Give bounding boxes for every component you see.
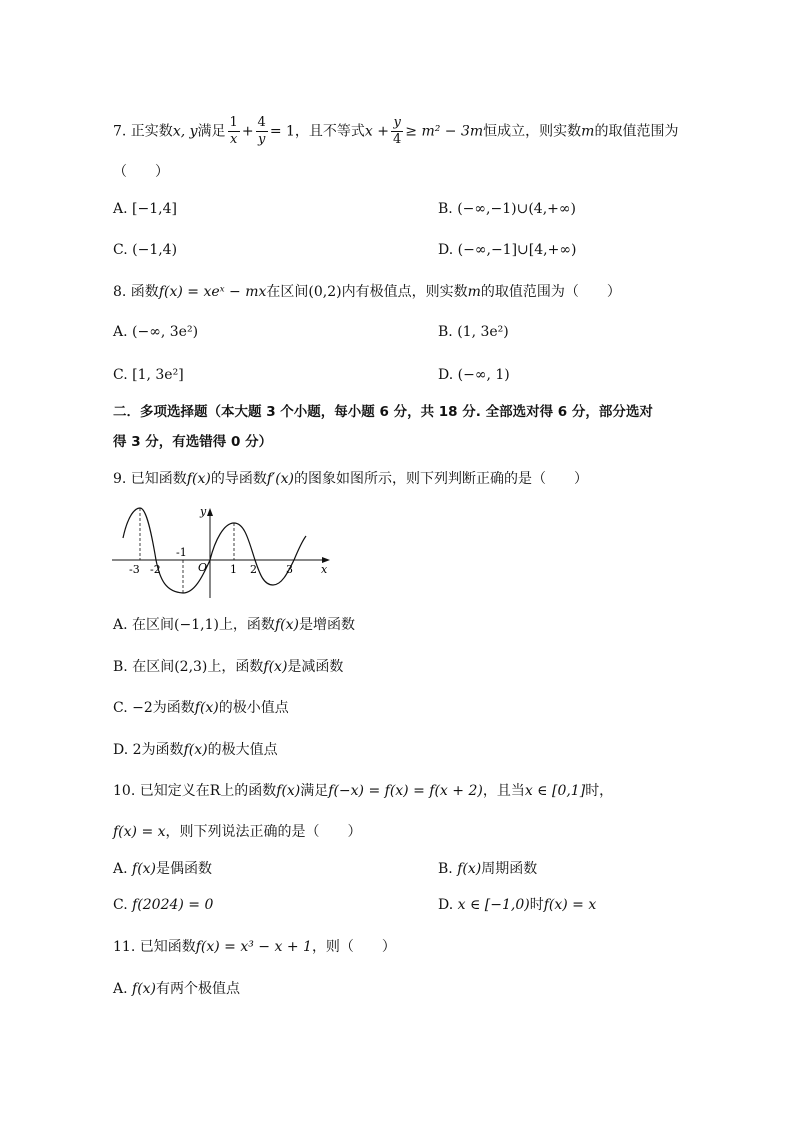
question-8-stem <box>113 282 621 302</box>
q9-option-b-label: B. <box>113 659 128 675</box>
q7-option-d-value: (−∞,−1]∪[4,+∞) <box>457 242 577 258</box>
q8-option-c-value: [1, 3e²] <box>132 367 184 383</box>
q8-number: 8. 函数 <box>113 284 159 300</box>
q7-option-d[interactable] <box>438 240 576 260</box>
q7-frac-2 <box>256 115 268 148</box>
q8-tail: 的取值范围为（ ） <box>480 284 621 300</box>
q7-frac-3-den: 4 <box>393 132 402 147</box>
question-7-stem: 7. 正实数x, y满足 $\frac{1}{x}$ + $\frac{4}{y}$ = 1，且不等式x + $\frac{y}{4}$ ≥ m² − 3m恒成立，则实数m的取值范围为 <box>113 115 679 147</box>
question-11-stem <box>113 937 396 957</box>
q7-frac-2-num: 4 <box>257 115 266 130</box>
q7-option-a-label: A. <box>113 201 128 217</box>
q10-R: R <box>209 783 221 799</box>
section-2-heading-line-2 <box>113 432 272 452</box>
q11-option-a-fx: f(x) <box>132 981 157 997</box>
q7-eq: = 1 <box>269 123 295 140</box>
q7-frac-2-den: y <box>258 132 266 147</box>
q7-frac-3-num: y <box>391 115 403 132</box>
q7-option-c-value: (−1,4) <box>132 242 178 258</box>
question-10-stem <box>113 781 613 801</box>
q7-tail2: 的取值范围为 <box>594 123 679 140</box>
q10-domain: x ∈ [0,1] <box>524 783 586 799</box>
q10-option-b[interactable] <box>438 859 537 879</box>
q7-option-c-label: C. <box>113 242 128 258</box>
q11-option-a-label: A. <box>113 981 128 997</box>
q9-option-d-fx: f(x) <box>183 742 208 758</box>
q7-option-c[interactable] <box>113 240 177 260</box>
q8-option-a[interactable] <box>113 322 198 342</box>
q10-option-a-text: 是偶函数 <box>156 861 213 877</box>
q8-option-c-label: C. <box>113 367 128 383</box>
q11-option-a[interactable] <box>113 979 240 999</box>
q9-mid: 的导函数 <box>210 471 267 487</box>
q9-option-c-end: 的极小值点 <box>218 700 289 716</box>
q7-frac-1-num: 1 <box>229 115 238 130</box>
q10-mid: 上的函数 <box>220 783 277 799</box>
q10-number: 10. 已知定义在 <box>113 783 210 799</box>
q10-option-c-label: C. <box>113 897 128 913</box>
q7-ineq-rhs: ≥ m² − 3m <box>405 123 484 140</box>
q9-option-b-interval: (2,3) <box>174 659 208 675</box>
q9-option-c-val: −2 <box>132 700 153 716</box>
q8-option-d[interactable] <box>438 365 510 385</box>
q8-m: m <box>467 284 481 300</box>
q9-option-a-post: 上，函数 <box>218 617 275 633</box>
q7-tail: 恒成立，则实数 <box>483 123 582 140</box>
q9-option-a[interactable] <box>113 615 355 635</box>
q9-fpx: f′(x) <box>266 471 295 487</box>
q7-frac-3 <box>391 115 403 148</box>
graph-tick-neg3: -3 <box>129 563 140 576</box>
section-2-line-1-text: 二．多项选择题（本大题 3 个小题，每小题 6 分，共 18 分. 全部选对得 6 分，部分选对 <box>113 404 653 420</box>
q9-option-d[interactable] <box>113 740 278 760</box>
q7-mid: ，且不等式 <box>294 123 365 140</box>
q10-fx: f(x) <box>276 783 301 799</box>
q10-line2-tail: ，则下列说法正确的是（ ） <box>165 824 362 840</box>
q10-option-d-math2: f(x) = x <box>543 897 597 913</box>
q10-option-b-fx: f(x) <box>457 861 482 877</box>
q9-option-b-pre: 在区间 <box>132 659 175 675</box>
graph-tick-neg1: -1 <box>176 546 187 559</box>
q10-option-d-math1: x ∈ [−1,0) <box>457 897 530 913</box>
q7-option-b[interactable] <box>438 199 576 219</box>
q8-option-a-value: (−∞, 3e²) <box>132 324 199 340</box>
q10-option-c[interactable] <box>113 895 213 915</box>
q9-option-a-pre: 在区间 <box>132 617 175 633</box>
q7-option-b-value: (−∞,−1)∪(4,+∞) <box>457 201 577 217</box>
q10-option-a-fx: f(x) <box>132 861 157 877</box>
q9-option-d-label: D. <box>113 742 129 758</box>
question-10-stem-line-2 <box>113 822 362 842</box>
q10-line2-math: f(x) = x <box>113 824 166 840</box>
q10-option-b-label: B. <box>438 861 453 877</box>
graph-tick-1: 1 <box>230 563 237 576</box>
q10-option-d[interactable] <box>438 895 596 915</box>
q8-option-d-label: D. <box>438 367 454 383</box>
q8-option-b-value: (1, 3e²) <box>457 324 509 340</box>
graph-y-axis-arrow <box>207 508 213 516</box>
q7-frac-1-den: x <box>230 132 238 147</box>
q9-option-b-fx: f(x) <box>263 659 288 675</box>
q9-tail: 的图象如图所示，则下列判断正确的是（ ） <box>294 471 589 487</box>
q8-func: f(x) = xeˣ − mx <box>158 284 267 300</box>
q11-option-a-text: 有两个极值点 <box>156 981 241 997</box>
q9-option-d-mid: 为函数 <box>141 742 184 758</box>
q10-option-a-label: A. <box>113 861 128 877</box>
q8-option-a-label: A. <box>113 324 128 340</box>
derivative-curve <box>123 508 306 593</box>
q9-fx: f(x) <box>186 471 211 487</box>
q9-option-d-end: 的极大值点 <box>207 742 278 758</box>
q8-mid: 在区间(0,2)内有极值点，则实数 <box>266 284 468 300</box>
section-2-line-2-text: 得 3 分，有选错得 0 分） <box>113 434 273 450</box>
q10-eqn: f(−x) = f(x) = f(x + 2) <box>328 783 483 799</box>
q8-option-b[interactable] <box>438 322 509 342</box>
derivative-graph <box>108 500 338 600</box>
graph-tick-2: 2 <box>250 563 257 576</box>
q9-option-a-fx: f(x) <box>274 617 299 633</box>
q7-answer-paren <box>113 162 169 182</box>
q10-option-d-label: D. <box>438 897 454 913</box>
q7-ineq-x: x + <box>364 123 389 140</box>
q10-option-a[interactable] <box>113 859 212 879</box>
q9-option-b-end: 是减函数 <box>287 659 344 675</box>
q9-option-c-label: C. <box>113 700 128 716</box>
q10-tail2: 时， <box>585 783 614 799</box>
graph-tick-neg2: -2 <box>150 563 161 576</box>
q10-tail: ，且当 <box>482 783 525 799</box>
q11-number: 11. 已知函数 <box>113 939 196 955</box>
q10-option-d-text: 时 <box>529 897 544 913</box>
q7-option-d-label: D. <box>438 242 454 258</box>
q8-option-c[interactable] <box>113 365 184 385</box>
q7-cond-word: 满足 <box>197 123 226 140</box>
q8-option-b-label: B. <box>438 324 453 340</box>
graph-origin-label: O <box>198 561 208 574</box>
q9-option-a-label: A. <box>113 617 128 633</box>
q7-m: m <box>581 123 595 140</box>
q10-option-c-math: f(2024) = 0 <box>132 897 214 913</box>
q7-paren-text: （ ） <box>113 164 169 180</box>
q7-option-b-label: B. <box>438 201 453 217</box>
graph-y-label: y <box>200 505 207 518</box>
q7-option-a-value: [−1,4] <box>132 201 177 217</box>
q10-cond: 满足 <box>300 783 329 799</box>
q11-tail: ，则（ ） <box>311 939 396 955</box>
graph-x-label: x <box>321 563 328 576</box>
q7-vars: x, y <box>172 123 198 140</box>
q9-option-b[interactable] <box>113 657 343 677</box>
q9-option-d-val: 2 <box>132 742 142 758</box>
q7-number: 7. 正实数 <box>113 123 173 140</box>
question-9-stem <box>113 469 588 489</box>
section-2-heading-line-1 <box>113 402 653 422</box>
q9-option-a-interval: (−1,1) <box>174 617 219 633</box>
q7-option-a[interactable] <box>113 199 177 219</box>
q10-option-b-text: 周期函数 <box>481 861 538 877</box>
q9-option-b-post: 上，函数 <box>207 659 264 675</box>
q8-option-d-value: (−∞, 1) <box>457 367 510 383</box>
q9-option-c-mid: 为函数 <box>152 700 195 716</box>
q11-func: f(x) = x³ − x + 1 <box>195 939 312 955</box>
q7-frac-1 <box>228 115 240 148</box>
q9-option-c[interactable] <box>113 698 289 718</box>
graph-tick-3: 3 <box>286 563 293 576</box>
q9-option-a-end: 是增函数 <box>298 617 355 633</box>
q9-option-c-fx: f(x) <box>194 700 219 716</box>
q9-number: 9. 已知函数 <box>113 471 187 487</box>
